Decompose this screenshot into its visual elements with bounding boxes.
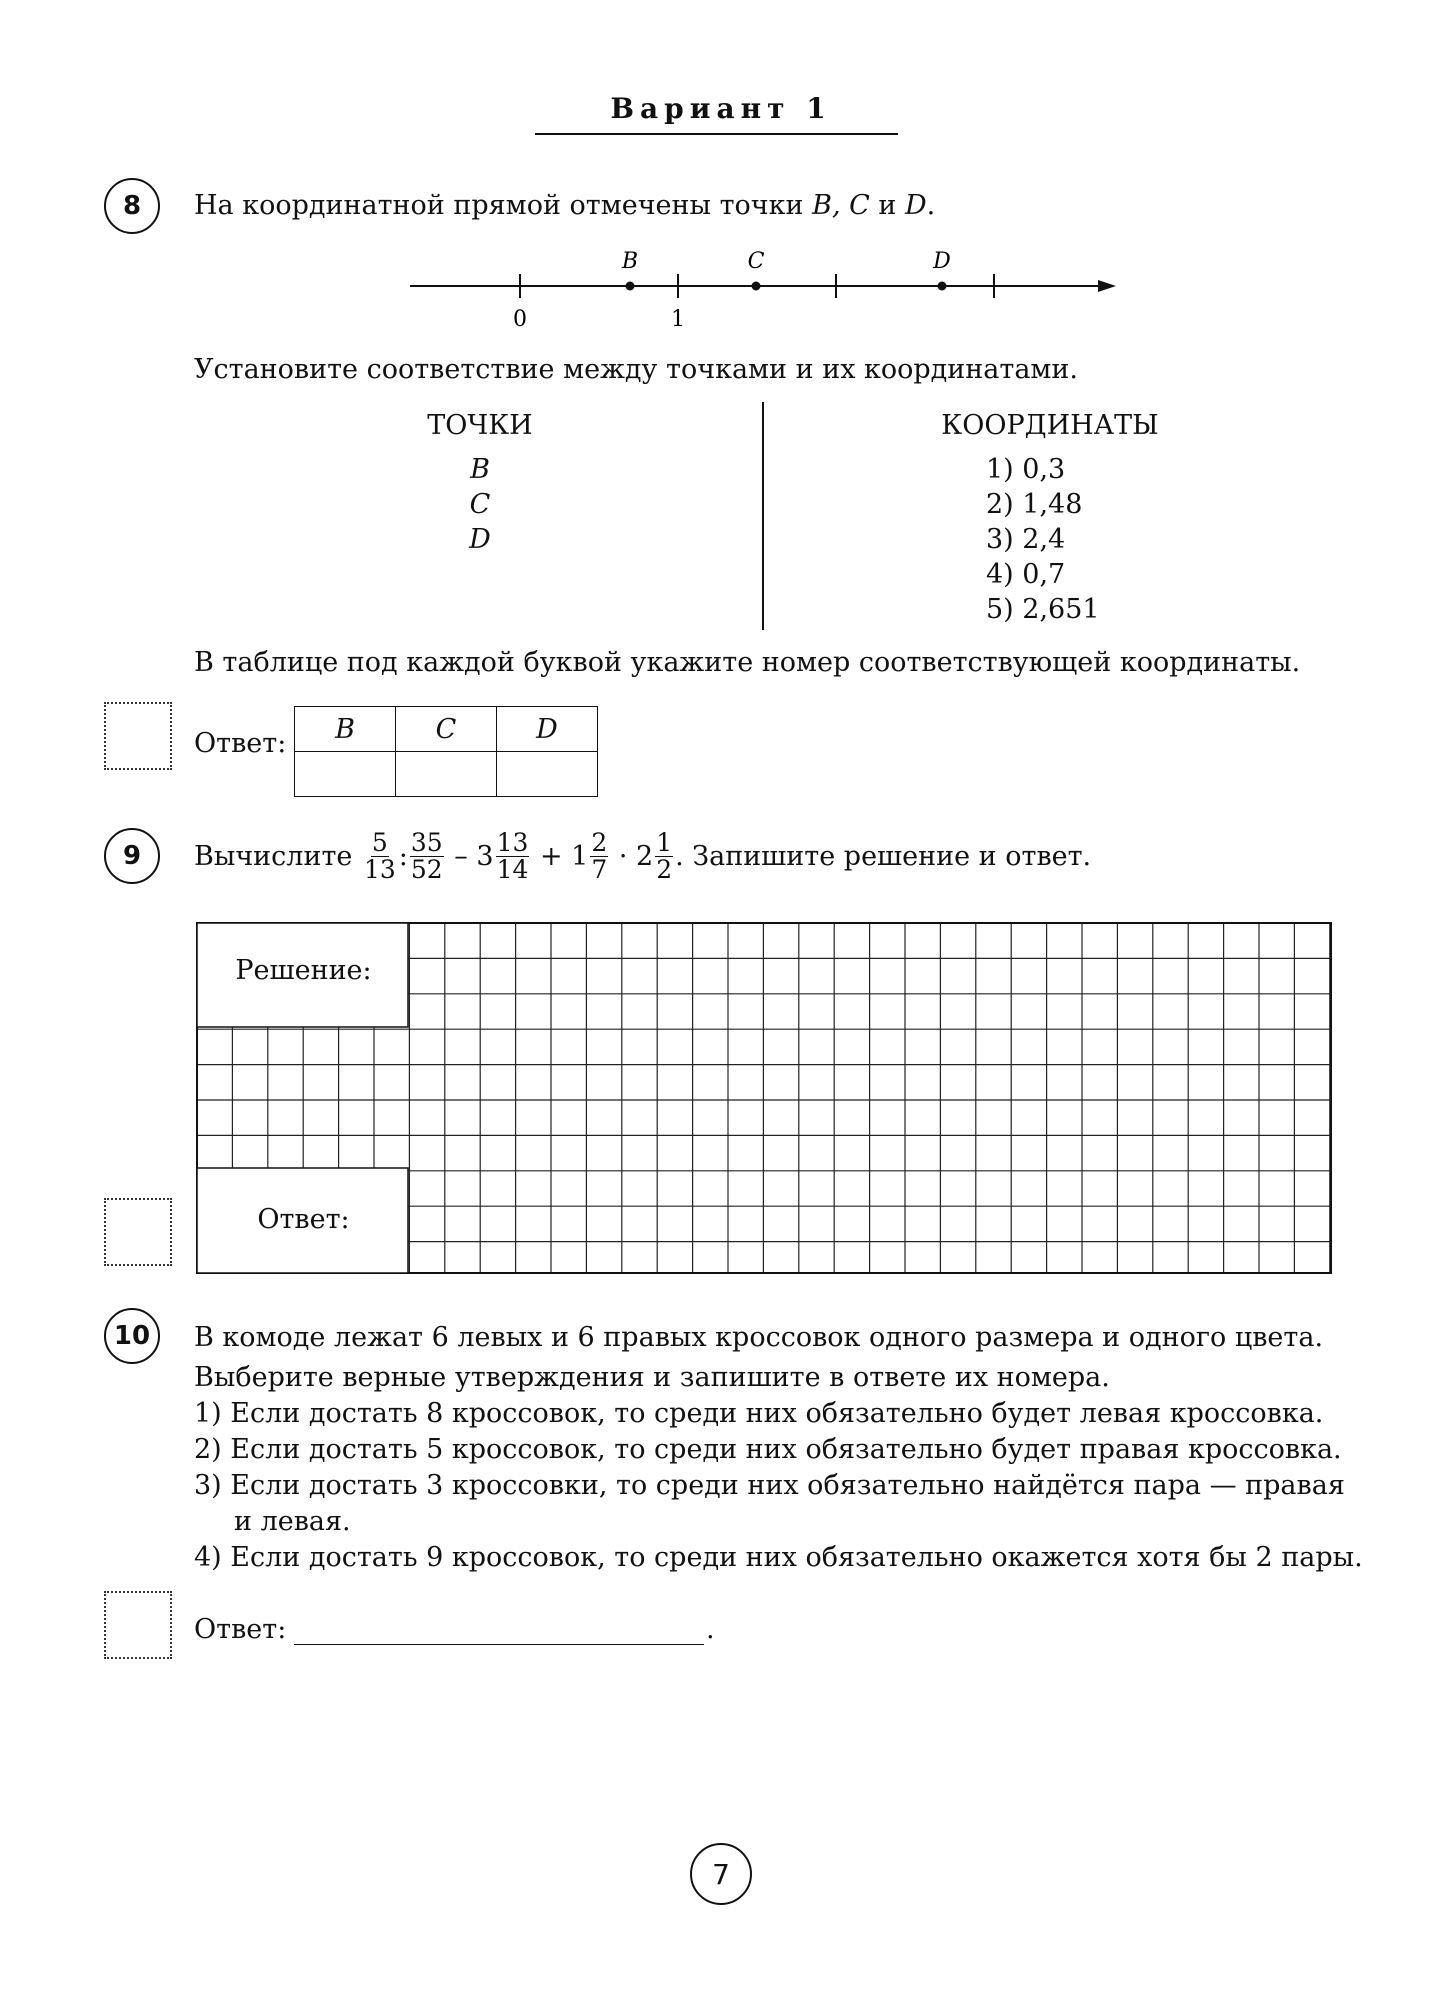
points-item: D xyxy=(469,524,491,555)
q9-suffix: . Запишите решение и ответ. xyxy=(675,840,1092,872)
question-10-number: 10 xyxy=(104,1308,160,1364)
q8-last-point: D xyxy=(904,190,927,221)
number-line xyxy=(400,236,1130,336)
label-d: D xyxy=(933,249,951,274)
column-divider xyxy=(762,402,764,630)
coord-item: 2) 1,48 xyxy=(986,489,1083,520)
answer-header-b: B xyxy=(295,707,396,752)
answer-cell-c[interactable] xyxy=(396,752,497,797)
op: – 3 xyxy=(454,840,494,872)
label-b: B xyxy=(621,249,639,274)
q8-and: и xyxy=(878,190,897,221)
point-c xyxy=(752,282,761,291)
q10-line1: В комоде лежат 6 левых и 6 правых кроссовок одного размера и одного цвета. xyxy=(194,1322,1324,1353)
q8-instruction: Установите соответствие между точками и их координатами. xyxy=(194,354,1078,385)
q9-prefix: Вычислите xyxy=(194,840,353,872)
question-9-text xyxy=(194,830,1091,883)
op: · 2 xyxy=(618,840,654,872)
coords-header: КООРДИНАТЫ xyxy=(941,410,1159,441)
label-c: C xyxy=(747,249,765,274)
answer-cell-d[interactable] xyxy=(497,752,598,797)
q8-table-instruction: В таблице под каждой буквой укажите номер соответствующей координаты. xyxy=(194,647,1301,678)
answer-header-c: C xyxy=(396,707,497,752)
fraction: $\frac{1}{2}$ xyxy=(656,828,673,884)
score-box-9 xyxy=(104,1198,172,1266)
coord-item: 4) 0,7 xyxy=(986,559,1066,590)
points-header: ТОЧКИ xyxy=(427,410,533,441)
q10-statement: 1) Если достать 8 кроссовок, то среди них обязательно будет левая кроссовка. xyxy=(194,1398,1324,1429)
coord-item: 1) 0,3 xyxy=(986,454,1066,485)
question-8-number: 8 xyxy=(104,178,160,234)
op: : xyxy=(398,840,408,872)
points-item: B xyxy=(470,454,490,485)
tick-label-0: 0 xyxy=(513,307,527,332)
q10-answer-line[interactable] xyxy=(294,1644,704,1645)
number-line-arrow xyxy=(1098,280,1116,292)
q10-line2: Выберите верные утверждения и запишите в ответе их номера. xyxy=(194,1362,1110,1393)
q10-answer-end: . xyxy=(706,1614,715,1645)
q10-statement-continued: и левая. xyxy=(234,1506,351,1537)
answer-header-d: D xyxy=(497,707,598,752)
fraction: $\frac{13}{14}$ xyxy=(496,828,529,884)
point-b xyxy=(626,282,635,291)
question-9-number: 9 xyxy=(104,828,160,884)
op: + 1 xyxy=(539,840,589,872)
q8-period: . xyxy=(926,190,936,221)
fraction: $\frac{35}{52}$ xyxy=(410,828,443,884)
page-number: 7 xyxy=(690,1843,752,1905)
q10-answer-label: Ответ: xyxy=(194,1614,287,1645)
fraction: $\frac{5}{13}$ xyxy=(363,828,396,884)
q10-statement: 3) Если достать 3 кроссовки, то среди них обязательно найдётся пара — правая xyxy=(194,1470,1345,1501)
page-title: Вариант 1 xyxy=(610,92,832,125)
q8-answer-table xyxy=(294,706,598,797)
q9-answer-label: Ответ: xyxy=(257,1204,350,1235)
score-box-8 xyxy=(104,702,172,770)
question-8-text xyxy=(194,188,935,224)
point-d xyxy=(938,282,947,291)
q8-answer-label: Ответ: xyxy=(194,728,287,759)
score-box-10 xyxy=(104,1591,172,1659)
fraction: $\frac{2}{7}$ xyxy=(591,828,608,884)
coord-item: 3) 2,4 xyxy=(986,524,1066,555)
q10-statement: 2) Если достать 5 кроссовок, то среди них обязательно будет правая кроссовка. xyxy=(194,1434,1342,1465)
answer-cell-b[interactable] xyxy=(295,752,396,797)
solution-label: Решение: xyxy=(235,955,372,986)
points-item: C xyxy=(469,489,491,520)
q10-statement: 4) Если достать 9 кроссовок, то среди них обязательно окажется хотя бы 2 пары. xyxy=(194,1542,1363,1573)
title-underline xyxy=(535,133,898,135)
tick-label-1: 1 xyxy=(671,307,685,332)
q8-points: B, C xyxy=(812,190,870,221)
coord-item: 5) 2,651 xyxy=(986,594,1100,625)
q8-intro: На координатной прямой отмечены точки xyxy=(194,190,804,221)
